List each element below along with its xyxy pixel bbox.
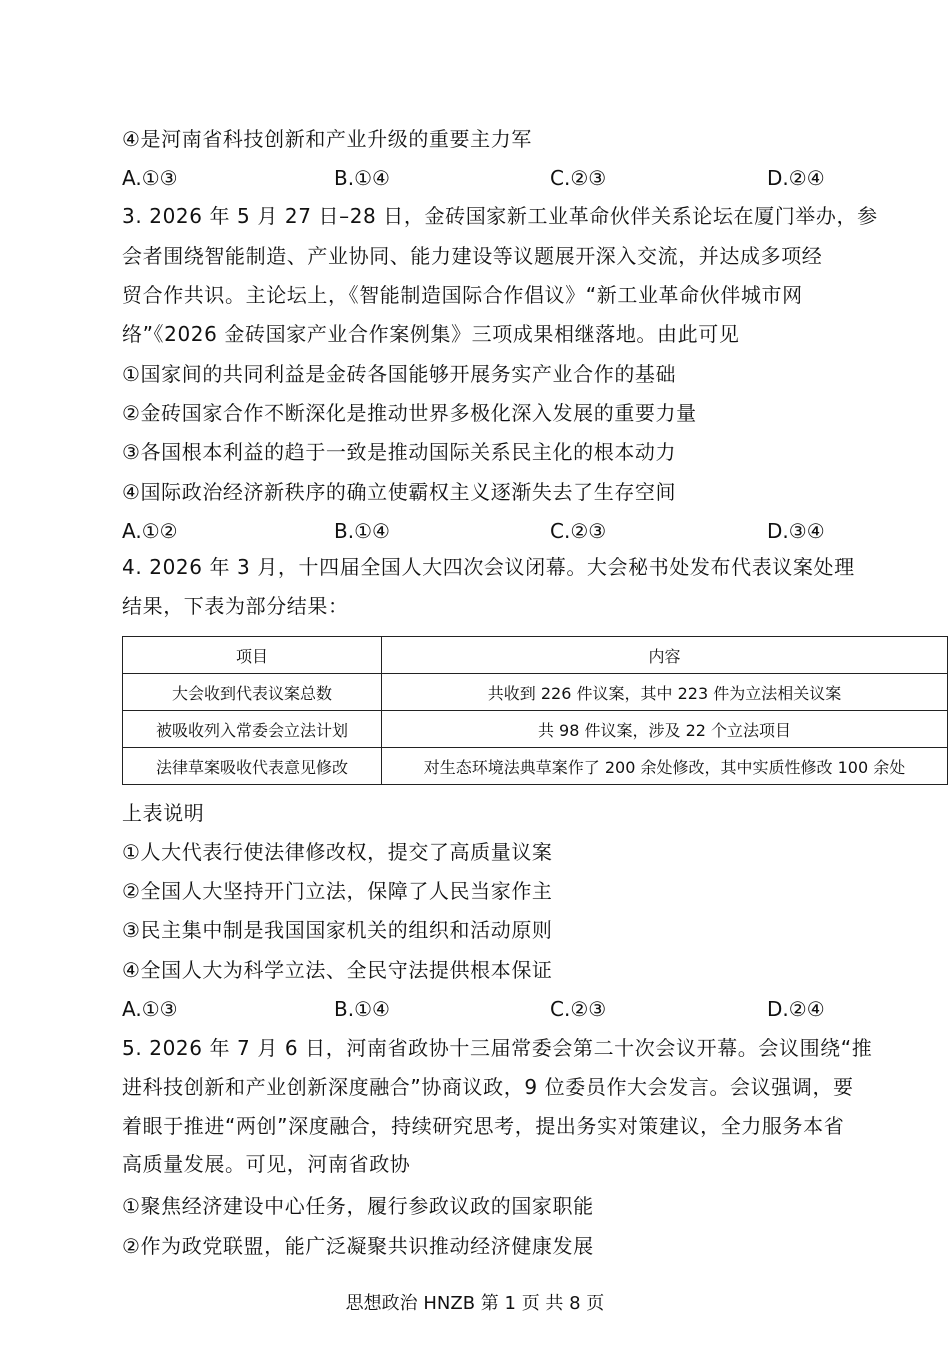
table-row bbox=[123, 711, 948, 748]
q5-item-2: ②作为政党联盟，能广泛凝聚共识推动经济健康发展 bbox=[122, 1234, 594, 1258]
q3-options bbox=[122, 518, 862, 544]
table-header-item: 项目 bbox=[123, 637, 382, 674]
q4-item-1: ①人大代表行使法律修改权，提交了高质量议案 bbox=[122, 840, 553, 864]
table-cell-item: 被吸收列入常委会立法计划 bbox=[123, 711, 382, 748]
q4-option-c: C.②③ bbox=[550, 997, 607, 1021]
q4-stem-line-1: 4. 2026 年 3 月，十四届全国人大四次会议闭幕。大会秘书处发布代表议案处理 bbox=[122, 555, 855, 579]
table-cell-content: 对生态环境法典草案作了 200 余处修改，其中实质性修改 100 余处 bbox=[382, 748, 948, 785]
table-cell-item: 法律草案吸收代表意见修改 bbox=[123, 748, 382, 785]
table-row bbox=[123, 748, 948, 785]
q3-option-b: B.①④ bbox=[334, 519, 390, 543]
q5-stem-line-1: 5. 2026 年 7 月 6 日，河南省政协十三届常委会第二十次会议开幕。会议围绕“推 bbox=[122, 1036, 873, 1060]
q2-option-b: B.①④ bbox=[334, 166, 390, 190]
q2-options bbox=[122, 165, 862, 191]
q3-stem-line-1: 3. 2026 年 5 月 27 日–28 日，金砖国家新工业革命伙伴关系论坛在厦门举办，参 bbox=[122, 204, 878, 228]
q3-item-2: ②金砖国家合作不断深化是推动世界多极化深入发展的重要力量 bbox=[122, 401, 697, 425]
q2-option-a: A.①③ bbox=[122, 166, 178, 190]
q4-options bbox=[122, 996, 862, 1022]
q4-item-3: ③民主集中制是我国国家机关的组织和活动原则 bbox=[122, 918, 553, 942]
q3-stem-line-4: 络”《2026 金砖国家产业合作案例集》三项成果相继落地。由此可见 bbox=[122, 322, 740, 346]
q2-item-4: ④是河南省科技创新和产业升级的重要主力军 bbox=[122, 127, 532, 151]
q4-item-2: ②全国人大坚持开门立法，保障了人民当家作主 bbox=[122, 879, 553, 903]
table-cell-content: 共收到 226 件议案，其中 223 件为立法相关议案 bbox=[382, 674, 948, 711]
q4-option-b: B.①④ bbox=[334, 997, 390, 1021]
q2-option-d: D.②④ bbox=[767, 166, 825, 190]
table-row bbox=[123, 674, 948, 711]
q5-stem-line-2: 进科技创新和产业创新深度融合”协商议政，9 位委员作大会发言。会议强调，要 bbox=[122, 1075, 854, 1099]
table-cell-content: 共 98 件议案，涉及 22 个立法项目 bbox=[382, 711, 948, 748]
q3-option-c: C.②③ bbox=[550, 519, 607, 543]
q4-item-4: ④全国人大为科学立法、全民守法提供根本保证 bbox=[122, 958, 553, 982]
table-cell-item: 大会收到代表议案总数 bbox=[123, 674, 382, 711]
q3-option-d: D.③④ bbox=[767, 519, 825, 543]
q3-item-1: ①国家间的共同利益是金砖各国能够开展务实产业合作的基础 bbox=[122, 362, 677, 386]
q4-option-a: A.①③ bbox=[122, 997, 178, 1021]
q5-item-1: ①聚焦经济建设中心任务，履行参政议政的国家职能 bbox=[122, 1194, 594, 1218]
q3-option-a: A.①② bbox=[122, 519, 178, 543]
q4-lead: 上表说明 bbox=[122, 801, 205, 825]
proposal-results-table bbox=[122, 636, 948, 785]
q5-stem-line-3: 着眼于推进“两创”深度融合，持续研究思考，提出务实对策建议，全力服务本省 bbox=[122, 1114, 845, 1138]
q4-stem-line-2: 结果，下表为部分结果： bbox=[122, 594, 349, 618]
table-header-row bbox=[123, 637, 948, 674]
q3-stem-line-2: 会者围绕智能制造、产业协同、能力建设等议题展开深入交流，并达成多项经 bbox=[122, 244, 823, 268]
q3-item-4: ④国际政治经济新秩序的确立使霸权主义逐渐失去了生存空间 bbox=[122, 480, 677, 504]
q4-option-d: D.②④ bbox=[767, 997, 825, 1021]
q2-option-c: C.②③ bbox=[550, 166, 607, 190]
table-header-content: 内容 bbox=[382, 637, 948, 674]
q3-item-3: ③各国根本利益的趋于一致是推动国际关系民主化的根本动力 bbox=[122, 440, 677, 464]
q5-stem-line-4: 高质量发展。可见，河南省政协 bbox=[122, 1152, 411, 1176]
q3-stem-line-3: 贸合作共识。主论坛上，《智能制造国际合作倡议》“新工业革命伙伴城市网 bbox=[122, 283, 803, 307]
page-footer: 思想政治 HNZB 第 1 页 共 8 页 bbox=[345, 1293, 605, 1314]
